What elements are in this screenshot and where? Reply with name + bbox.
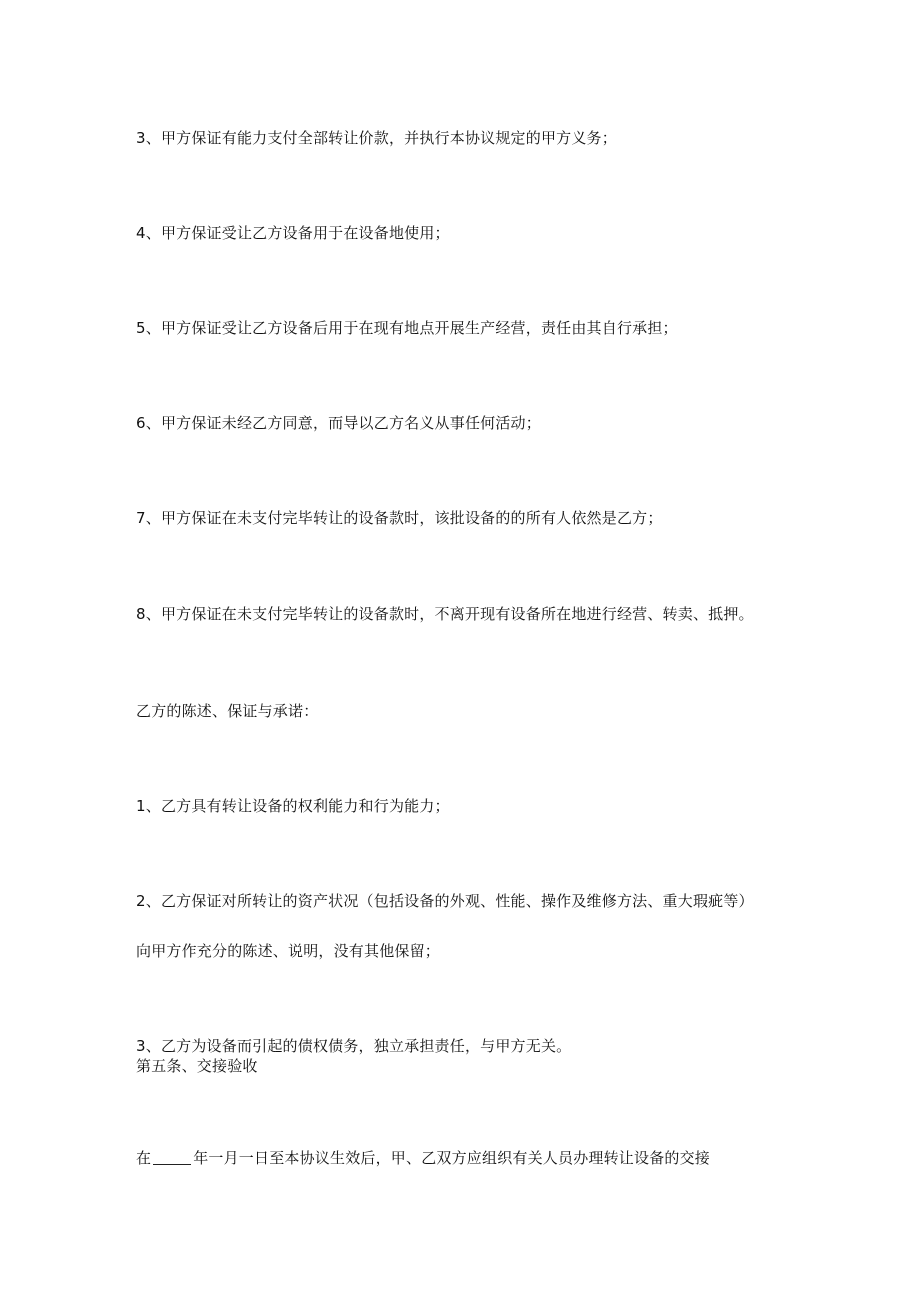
party-b-item-1: 1、乙方具有转让设备的权利能力和行为能力； bbox=[136, 797, 450, 815]
party-a-item-8: 8、甲方保证在未支付完毕转让的设备款时，不离开现有设备所在地进行经营、转卖、抵押。 bbox=[136, 605, 754, 623]
party-a-item-5: 5、甲方保证受让乙方设备后用于在现有地点开展生产经营，责任由其自行承担； bbox=[136, 319, 678, 337]
party-a-item-4: 4、甲方保证受让乙方设备用于在设备地使用； bbox=[136, 224, 450, 242]
party-b-item-3: 3、乙方为设备而引起的债权债务，独立承担责任，与甲方无关。 bbox=[136, 1037, 572, 1055]
party-b-item-2-continued: 向甲方作充分的陈述、说明，没有其他保留； bbox=[136, 942, 441, 960]
party-b-item-2: 2、乙方保证对所转让的资产状况（包括设备的外观、性能、操作及维修方法、重大瑕疵等） bbox=[136, 892, 754, 910]
party-a-item-7: 7、甲方保证在未支付完毕转让的设备款时，该批设备的的所有人依然是乙方； bbox=[136, 509, 663, 527]
party-a-item-6: 6、甲方保证未经乙方同意，而导以乙方名义从事任何活动； bbox=[136, 414, 541, 432]
party-a-item-3: 3、甲方保证有能力支付全部转让价款，并执行本协议规定的甲方义务； bbox=[136, 129, 617, 147]
article-title: 第五条、交接验收 bbox=[136, 1057, 258, 1075]
handover-suffix: 年一月一日至本协议生效后，甲、乙双方应组织有关人员办理转让设备的交接 bbox=[193, 1149, 711, 1167]
handover-clause bbox=[136, 1148, 710, 1168]
party-b-heading: 乙方的陈述、保证与承诺： bbox=[136, 702, 319, 720]
handover-prefix: 在 bbox=[136, 1149, 152, 1167]
date-blank-line bbox=[153, 1150, 191, 1165]
